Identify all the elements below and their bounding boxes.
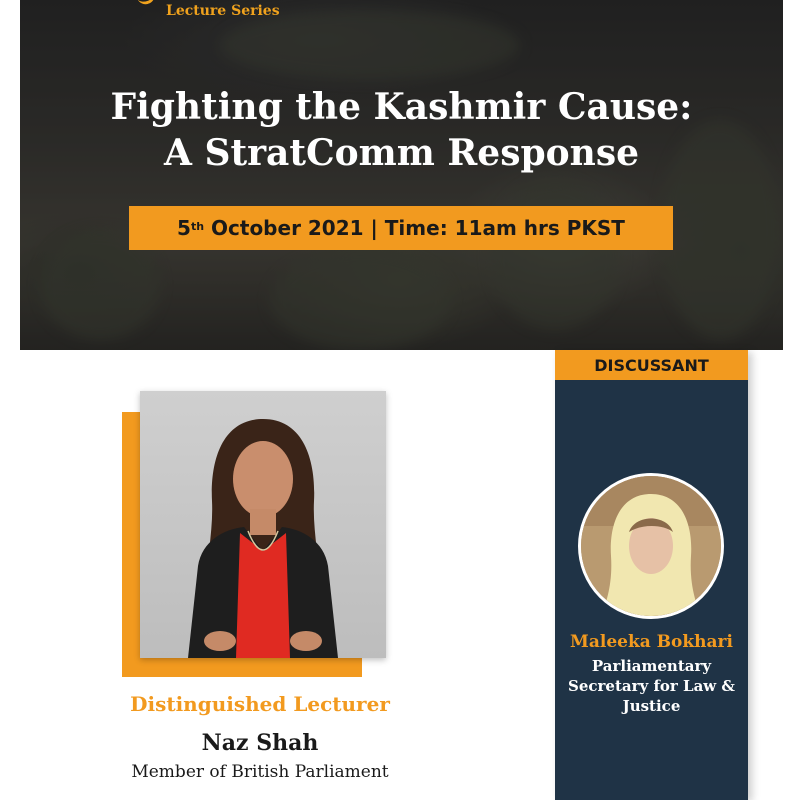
discussant-title-line: Secretary for Law & <box>568 677 735 695</box>
discussant-portrait-illustration <box>581 476 721 616</box>
series-label: Lecture Series <box>166 3 280 19</box>
discussant-name: Maleeka Bokhari <box>570 632 733 652</box>
event-date-bar <box>129 206 673 250</box>
lecturer-role: Distinguished Lecturer <box>130 692 390 716</box>
discussant-header: DISCUSSANT <box>555 350 748 380</box>
date-day: 5 <box>177 216 191 240</box>
lecturer-portrait-illustration <box>140 391 386 658</box>
lecturer-description: Member of British Parliament <box>131 762 389 782</box>
lecturer-photo <box>140 391 386 658</box>
date-suffix: th <box>190 219 205 233</box>
discussant-photo <box>578 473 724 619</box>
discussant-title-line: Justice <box>622 697 681 715</box>
discussant-title <box>560 656 743 716</box>
event-title-line-2: A StratComm Response <box>163 132 639 174</box>
event-banner <box>20 0 783 350</box>
event-title-line-1: Fighting the Kashmir Cause: <box>110 86 693 128</box>
date-time-text: October 2021 | Time: 11am hrs PKST <box>204 216 625 240</box>
discussant-title-line: Parliamentary <box>591 657 712 675</box>
event-title <box>20 84 783 176</box>
lecturer-name: Naz Shah <box>201 730 319 756</box>
